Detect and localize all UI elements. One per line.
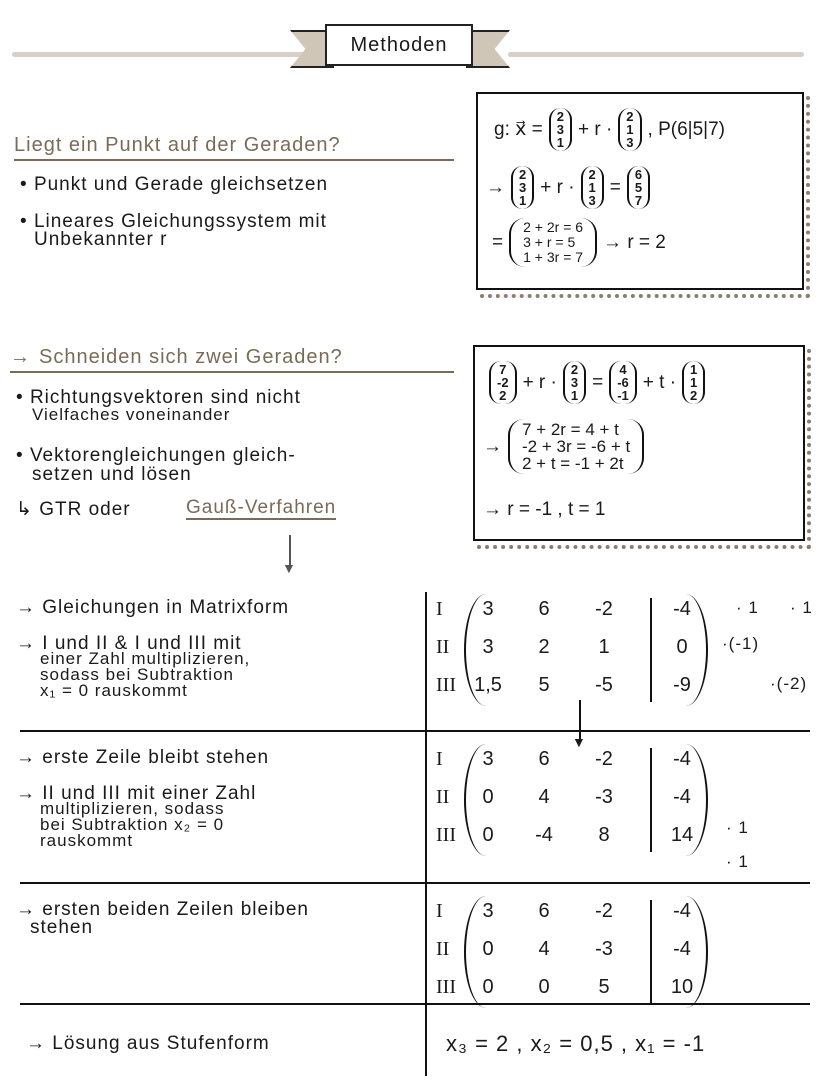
bullet-3: • Richtungsvektoren sind nicht (16, 387, 301, 408)
row-label: II (436, 786, 450, 808)
augment-bar (650, 900, 652, 1004)
math-term: 2 (588, 167, 596, 182)
row-label: III (436, 824, 456, 846)
math-term: 2 (626, 109, 634, 124)
matrix-cell: 6 (538, 900, 550, 922)
matrix-cell: -4 (673, 598, 691, 620)
step-note: einer Zahl multiplizieren, (40, 649, 251, 668)
matrix-cell: -4 (673, 900, 691, 922)
row-factor: · 1 (736, 598, 759, 617)
vector (682, 361, 705, 404)
math-term: 2 (570, 362, 579, 377)
step-note: → II und III mit einer Zahl (16, 783, 257, 804)
heading-text: Liegt ein Punkt auf der Geraden? (14, 134, 341, 156)
matrix-cell: 10 (670, 976, 694, 998)
math-term: 5 (634, 180, 643, 195)
math-term: 3 (626, 135, 634, 150)
row-factor: ·(-2) (770, 674, 808, 693)
vector (609, 361, 637, 404)
matrix-cell: -5 (595, 674, 613, 696)
math-term: -2 (497, 375, 509, 390)
row-label: I (436, 748, 443, 770)
matrix-cell: 3 (482, 598, 494, 620)
matrix-cell: 0 (482, 938, 494, 960)
step-note: → erste Zeile bleibt stehen (16, 747, 270, 768)
math-term: 3 (556, 122, 564, 137)
arrow-icon: → (486, 176, 505, 198)
matrix-cell: 0 (676, 636, 688, 658)
math-term: 2 (519, 167, 527, 182)
bullet-text: Vektorengleichungen gleich- (29, 445, 296, 466)
matrix-cell: 1 (598, 636, 610, 658)
direction-vector (618, 108, 641, 151)
math-term: 3 (570, 375, 579, 390)
matrix-cell: 2 (538, 636, 550, 658)
support-vector (511, 166, 534, 209)
math-term: 2 (556, 109, 564, 124)
math-term: 6 (634, 167, 643, 182)
section-heading-intersect: → Schneiden sich zwei Geraden? (10, 346, 454, 373)
matrix-cell: 3 (482, 748, 494, 770)
augment-bar (650, 748, 652, 852)
matrix-cell: 0 (482, 786, 494, 808)
math-term: 7 (499, 362, 507, 377)
matrix-cell: -4 (673, 786, 691, 808)
matrix-cell: 5 (538, 674, 550, 696)
matrix-cell: -3 (595, 786, 613, 808)
row-factor: · 1 (790, 598, 813, 617)
math-term: 2 (499, 388, 507, 403)
matrix-cell: 1,5 (474, 674, 502, 696)
math-term: 1 (690, 362, 698, 377)
direction-vector (581, 166, 604, 209)
matrix-cell: 3 (482, 636, 494, 658)
matrix-cell: 0 (482, 824, 494, 846)
op: = (609, 176, 621, 198)
step-note: → ersten beiden Zeilen bleiben (16, 899, 310, 920)
augment-bar (650, 598, 652, 702)
example-box-point (476, 92, 804, 290)
solution-values: x₃ = 2 , x₂ = 0,5 , x₁ = -1 (446, 1031, 706, 1056)
point-vector (627, 166, 650, 209)
bullet-3-cont: Vielfaches voneinander (32, 405, 231, 424)
vector-equation (489, 361, 705, 404)
math-term: -1 (617, 388, 629, 403)
example-box-intersect (473, 345, 805, 541)
math-term: 7 (634, 193, 643, 208)
step-note: → Gleichungen in Matrixform (16, 597, 290, 618)
linear-system (492, 218, 666, 267)
math-term: 2 (690, 388, 698, 403)
math-term: 3 + r = 5 (523, 234, 576, 250)
equation-set (486, 166, 650, 209)
page-title: Methoden (325, 24, 473, 66)
matrix-cell: -4 (673, 748, 691, 770)
step-note: bei Subtraktion x₂ = 0 (40, 815, 225, 834)
support-vector (549, 108, 572, 151)
heading-text: Schneiden sich zwei Geraden? (39, 346, 343, 368)
matrix-cell: 14 (670, 824, 694, 846)
math-term: 1 (690, 375, 698, 390)
row-label: III (436, 976, 456, 998)
row-factor: ·(-1) (722, 634, 760, 653)
bullet-text: Richtungsvektoren sind nicht (29, 387, 301, 408)
math-term: 7 + 2r = 4 + t (522, 420, 619, 439)
hint-text: ↳ GTR oder (16, 499, 131, 520)
math-term: 1 (570, 388, 579, 403)
equation-system (508, 419, 644, 474)
arrow-icon: → (483, 435, 502, 457)
banner-line-left (12, 52, 312, 57)
op: = (492, 231, 504, 253)
matrix-cell: -4 (535, 824, 553, 846)
math-term: -6 (617, 375, 629, 390)
row-factor: · 1 (726, 818, 749, 837)
line-label: g: x⃗ = (494, 119, 543, 140)
point-label: , P(6|5|7) (647, 118, 725, 140)
step-note: stehen (30, 917, 94, 938)
step-note: x₁ = 0 rauskommt (40, 681, 188, 700)
matrix-bracket (464, 744, 708, 856)
banner-line-right (508, 52, 804, 57)
step-note: rauskommt (40, 831, 134, 850)
bullet-4-cont: setzen und lösen (32, 464, 192, 485)
row-factor: · 1 (726, 852, 749, 871)
matrix-bracket (464, 896, 708, 1008)
math-term: + t · (642, 371, 677, 393)
row-divider (20, 882, 810, 884)
bullet-text: Punkt und Gerade gleichsetzen (33, 174, 329, 195)
matrix-cell: 4 (538, 938, 550, 960)
row-label: III (436, 674, 456, 696)
result: → r = -1 , t = 1 (483, 499, 606, 520)
equation-system (509, 218, 597, 267)
matrix-cell: -4 (673, 938, 691, 960)
step-note: → I und II & I und III mit (16, 633, 242, 654)
matrix-cell: -9 (673, 674, 691, 696)
math-term: 2 + t = -1 + 2t (522, 454, 624, 473)
bullet-text: Lineares Gleichungssystem mit (33, 211, 327, 232)
math-term: 1 (626, 122, 634, 137)
linear-system (483, 419, 644, 474)
math-term: 1 (588, 180, 596, 195)
matrix-bracket (464, 594, 708, 706)
matrix-cell: -3 (595, 938, 613, 960)
row-label: I (436, 598, 443, 620)
matrix-cell: 5 (598, 976, 610, 998)
matrix-cell: 0 (538, 976, 550, 998)
math-term: 3 (588, 193, 596, 208)
matrix-cell: -2 (595, 748, 613, 770)
matrix-cell: 6 (538, 598, 550, 620)
math-term: 2 + 2r = 6 (523, 219, 584, 235)
matrix-cell: 0 (482, 976, 494, 998)
line-equation (494, 108, 725, 151)
math-term: -2 + 3r = -6 + t (522, 437, 631, 456)
matrix-cell: 4 (538, 786, 550, 808)
row-label: I (436, 900, 443, 922)
solution-label: → Lösung aus Stufenform (26, 1033, 270, 1054)
op: + r · (577, 118, 613, 140)
math-term: = (592, 371, 604, 393)
matrix-cell: -2 (595, 900, 613, 922)
math-term: 1 + 3r = 7 (523, 249, 584, 265)
matrix-cell: 3 (482, 900, 494, 922)
math-term: + r · (522, 371, 557, 393)
method-label: Gauß-Verfahren (186, 497, 337, 518)
math-term: 1 (556, 135, 564, 150)
matrix-cell: -2 (595, 598, 613, 620)
vector (489, 361, 517, 404)
row-divider (20, 730, 810, 732)
step-note: multiplizieren, sodass (40, 799, 225, 818)
math-term: 1 (519, 193, 527, 208)
bullet-4: • Vektorengleichungen gleich- (16, 445, 296, 466)
down-arrow-icon: ▼ (282, 560, 296, 576)
op: + r · (540, 176, 575, 198)
row-label: II (436, 636, 450, 658)
math-term: 4 (619, 362, 627, 377)
down-arrow-icon: ▼ (572, 734, 586, 750)
matrix-cell: 6 (538, 748, 550, 770)
bullet-1: • Punkt und Gerade gleichsetzen (20, 174, 329, 195)
section-heading-point-on-line (14, 134, 454, 161)
result: → r = 2 (603, 231, 666, 253)
bullet-2: • Lineares Gleichungssystem mit (20, 211, 327, 232)
bullet-2-cont: Unbekannter r (34, 229, 168, 250)
row-label: II (436, 938, 450, 960)
math-term: 3 (519, 180, 527, 195)
step-note: sodass bei Subtraktion (40, 665, 234, 684)
vector (563, 361, 586, 404)
matrix-cell: 8 (598, 824, 610, 846)
